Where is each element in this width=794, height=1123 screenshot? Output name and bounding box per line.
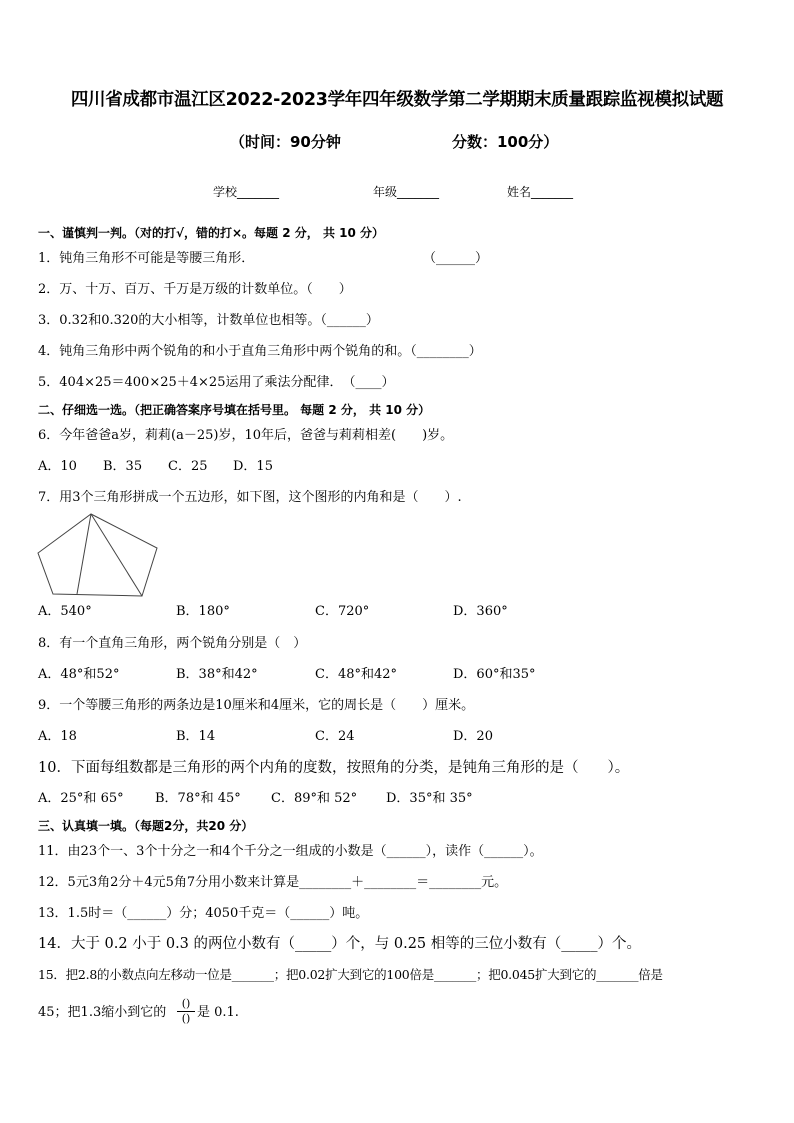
question-15: 15．把2.8的小数点向左移动一位是_______；把0.02扩大到它的100倍是_______；把0.045扩大到它的_______倍是 [38,967,663,982]
q10-option-b: B．78°和 45° [155,791,241,806]
question-12: 12．5元3角2分＋4元5角7分用小数来计算是________＋________＝________元。 [38,875,508,890]
question-2: 2．万、十万、百万、千万是万级的计数单位。（ ） [38,282,352,297]
q6-option-b: B．35 [103,459,143,474]
q10-option-a: A．25°和 65° [38,791,124,806]
question-10: 10．下面每组数都是三角形的两个内角的度数，按照角的分类，是钝角三角形的是（ ）。 [38,760,630,776]
exam-score: 分数：100分） [452,133,559,151]
diagonal-2 [91,514,142,596]
pentagon-figure [36,512,160,598]
q7-option-b: B．180° [176,604,230,619]
q6-option-c: C．25 [168,459,208,474]
section2-heading: 二、仔细选一选。（把正确答案序号填在括号里。 每题 2 分， 共 10 分） [38,403,431,417]
q8-option-b: B．38°和42° [176,667,258,682]
school-field: 学校_______ [213,185,280,199]
q9-option-b: B．14 [176,729,216,744]
question-14: 14．大于 0.2 小于 0.3 的两位小数有（_____）个，与 0.25 相等的三位小数有（_____）个。 [38,936,642,952]
question-1: 1．钝角三角形不可能是等腰三角形． [38,251,255,266]
section3-heading: 三、认真填一填。（每题2分，共20 分） [38,819,254,833]
q7-option-a: A．540° [38,604,92,619]
fraction-denominator: () [181,1012,191,1025]
question-11: 11．由23个一、3个十分之一和4个千分之一组成的小数是（______），读作（______）。 [38,844,543,859]
q9-option-c: C．24 [315,729,355,744]
fraction-numerator: () [181,997,191,1010]
question-1-blank: （______） [423,251,489,266]
q6-option-a: A．10 [38,459,77,474]
question-15-cont-b: 是 0.1. [197,1005,239,1020]
question-3: 3．0.32和0.320的大小相等，计数单位也相等。（______） [38,313,379,328]
q8-option-a: A．48°和52° [38,667,120,682]
section1-heading: 一、谨慎判一判。（对的打√，错的打×。每题 2 分， 共 10 分） [38,226,384,240]
q8-option-c: C．48°和42° [315,667,398,682]
q10-option-d: D．35°和 35° [386,791,473,806]
q8-option-d: D．60°和35° [453,667,536,682]
question-13: 13．1.5时＝（______）分；4050千克＝（______）吨。 [38,906,369,921]
exam-title: 四川省成都市温江区2022-2023学年四年级数学第二学期期末质量跟踪监视模拟试题 [70,90,724,110]
question-15-cont-a: 45；把1.3缩小到它的 [38,1005,167,1020]
q9-option-d: D．20 [453,729,493,744]
blank-fraction [177,998,195,1025]
q6-option-d: D．15 [233,459,273,474]
q7-option-c: C．720° [315,604,370,619]
diagonal-1 [77,514,91,594]
grade-field: 年级_______ [373,185,440,199]
pentagon-outline [38,514,157,596]
q7-option-d: D．360° [453,604,508,619]
q9-option-a: A．18 [38,729,77,744]
q10-option-c: C．89°和 52° [271,791,358,806]
question-9: 9．一个等腰三角形的两条边是10厘米和4厘米，它的周长是（ ）厘米。 [38,698,475,713]
question-5: 5．404×25＝400×25＋4×25运用了乘法分配律． （____） [38,375,395,390]
question-4: 4．钝角三角形中两个锐角的和小于直角三角形中两个锐角的和。（________） [38,344,482,359]
name-field: 姓名_______ [507,185,574,199]
question-6: 6．今年爸爸a岁，莉莉(a－25)岁，10年后，爸爸与莉莉相差( )岁。 [38,428,454,443]
question-8: 8．有一个直角三角形，两个锐角分别是（ ） [38,636,307,651]
exam-time: （时间：90分钟 [230,133,341,151]
question-7: 7．用3个三角形拼成一个五边形，如下图，这个图形的内角和是（ ）. [38,490,462,505]
